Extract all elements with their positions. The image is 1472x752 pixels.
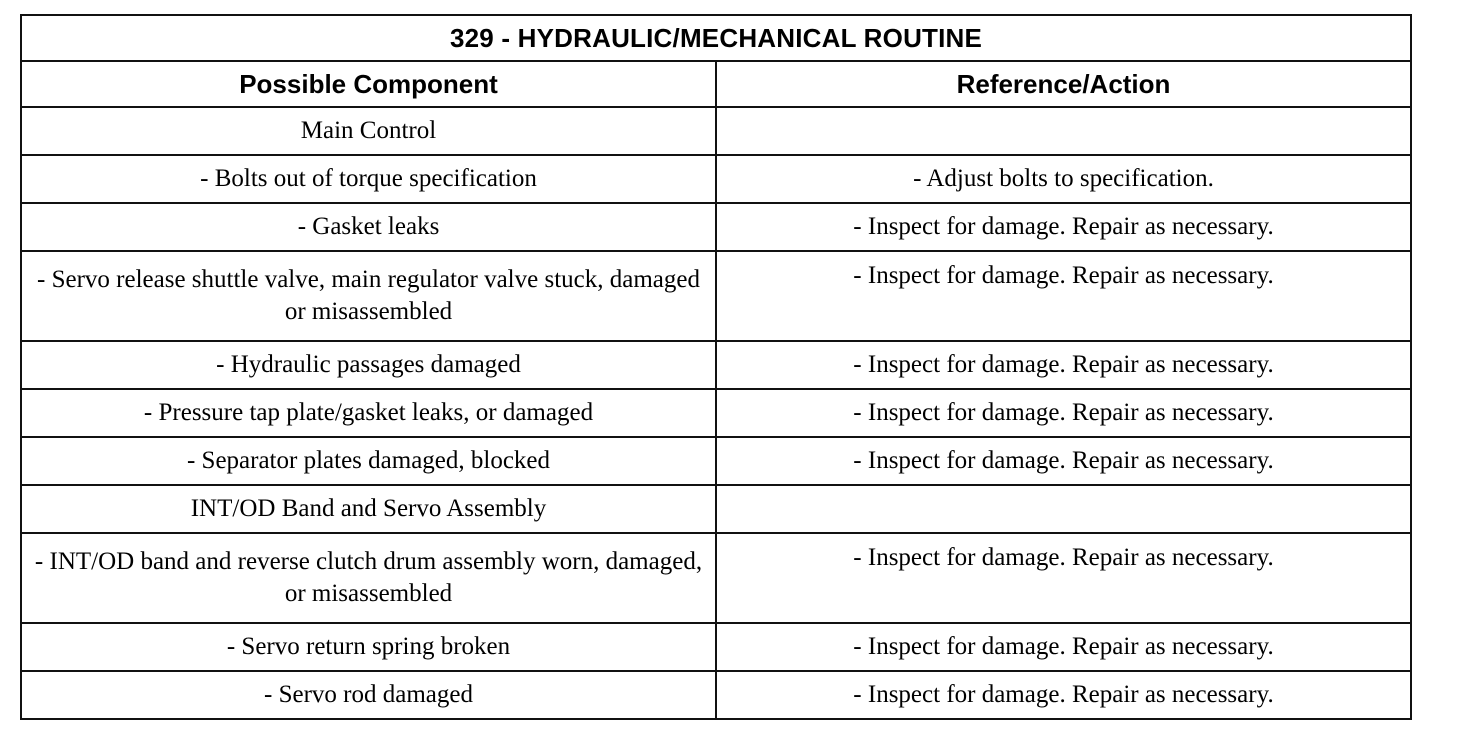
- table-row: [21, 341, 1411, 389]
- action-cell: - Adjust bolts to specification.: [716, 155, 1411, 203]
- column-header-reference-action: Reference/Action: [716, 61, 1411, 107]
- action-cell: - Inspect for damage. Repair as necessary.: [716, 341, 1411, 389]
- table-row: [21, 533, 1411, 623]
- table-title-row: [21, 15, 1411, 61]
- component-cell: - Servo rod damaged: [21, 671, 716, 719]
- table-row: [21, 389, 1411, 437]
- table-header-row: [21, 61, 1411, 107]
- component-cell: - INT/OD band and reverse clutch drum assembly worn, damaged, or misassembled: [21, 533, 716, 623]
- action-cell: - Inspect for damage. Repair as necessary.: [716, 251, 1411, 341]
- section-row-main-control: [21, 107, 1411, 155]
- action-cell: [716, 107, 1411, 155]
- action-cell: - Inspect for damage. Repair as necessary.: [716, 437, 1411, 485]
- action-cell: - Inspect for damage. Repair as necessary.: [716, 203, 1411, 251]
- component-cell: - Separator plates damaged, blocked: [21, 437, 716, 485]
- component-cell: - Servo release shuttle valve, main regulator valve stuck, damaged or misassembled: [21, 251, 716, 341]
- table-row: [21, 155, 1411, 203]
- action-cell: - Inspect for damage. Repair as necessary.: [716, 533, 1411, 623]
- component-cell: INT/OD Band and Servo Assembly: [21, 485, 716, 533]
- table-row: [21, 203, 1411, 251]
- hydraulic-mechanical-routine-table: [20, 14, 1412, 720]
- component-cell: - Pressure tap plate/gasket leaks, or damaged: [21, 389, 716, 437]
- action-cell: [716, 485, 1411, 533]
- section-row-int-od-band: [21, 485, 1411, 533]
- table-title: 329 - HYDRAULIC/MECHANICAL ROUTINE: [21, 15, 1411, 61]
- column-header-possible-component: Possible Component: [21, 61, 716, 107]
- table-row: [21, 623, 1411, 671]
- action-cell: - Inspect for damage. Repair as necessary.: [716, 671, 1411, 719]
- table-row: [21, 671, 1411, 719]
- action-cell: - Inspect for damage. Repair as necessary.: [716, 389, 1411, 437]
- component-cell: - Hydraulic passages damaged: [21, 341, 716, 389]
- table-row: [21, 437, 1411, 485]
- component-cell: - Gasket leaks: [21, 203, 716, 251]
- action-cell: - Inspect for damage. Repair as necessary.: [716, 623, 1411, 671]
- component-cell: - Bolts out of torque specification: [21, 155, 716, 203]
- component-cell: - Servo return spring broken: [21, 623, 716, 671]
- table-row: [21, 251, 1411, 341]
- component-cell: Main Control: [21, 107, 716, 155]
